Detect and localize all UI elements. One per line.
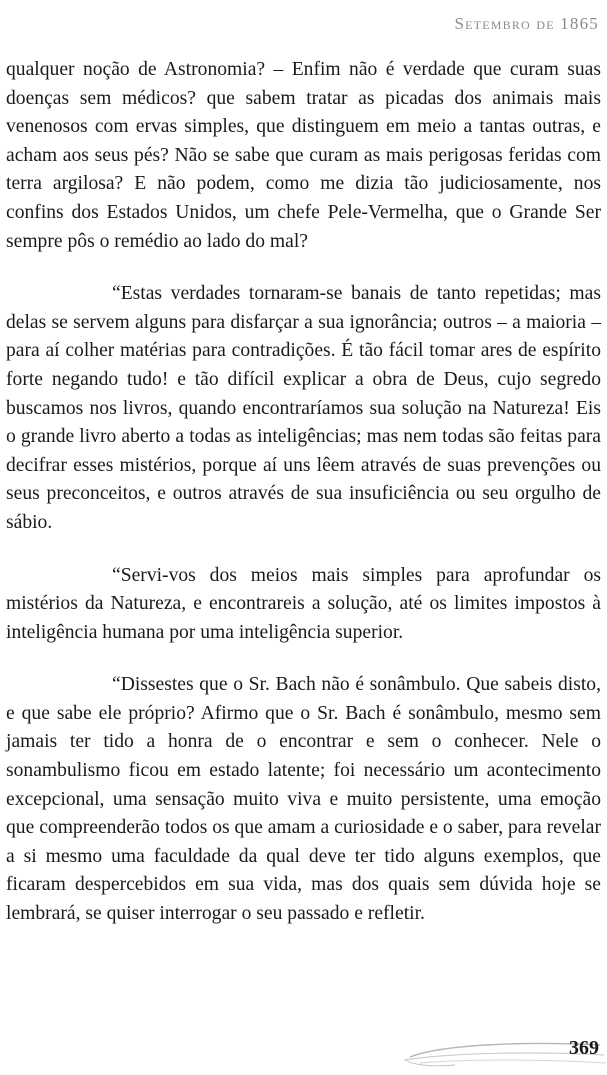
paragraph-quote-3: “Dissestes que o Sr. Bach não é sonâmbulo. Que sabeis disto, e que sabe ele próprio? Afirmo que o Sr. Bach é sonâmbulo, mesmo sem jamais ter tido a honra de o encontrar e sem o conhecer. Nele o sonambulismo ficou em estado latente; foi necessário um acontecimento excepcional, uma sensação muito viva e muito persistente, uma emoção que compreenderão todos os que amam a curiosidade e o saber, para revelar a si mesmo uma faculdade da qual deve ter tido alguns exemplos, que ficaram despercebidos em sua vida, mas dos quais sem dúvida hoje se lembrará, se quiser interrogar o seu passado e refletir. <box>6 674 601 925</box>
paragraph-continuation: qualquer noção de Astronomia? – Enfim não é verdade que curam suas doenças sem médicos? que sabem tratar as picadas dos animais mais venenosos com ervas simples, que distinguem em meio a tantas outras, e acham aos seus pés? Não se sabe que curam as mais perigosas feridas com terra argilosa? E não podem, como me dizia tão judiciosamente, nos confins dos Estados Unidos, um chefe Pele-Vermelha, que o Grande Ser sempre pôs o remédio ao lado do mal? <box>6 59 601 252</box>
running-header: Setembro de 1865 <box>454 14 599 33</box>
page-number: 369 <box>569 1037 599 1059</box>
body-text <box>6 56 601 953</box>
footer-swash-ornament <box>0 1015 607 1075</box>
paragraph-quote-2: “Servi-vos dos meios mais simples para aprofundar os mistérios da Natureza, e encontrareis a solução, até os limites impostos à inteligência humana por uma inteligência superior. <box>6 564 601 643</box>
page-footer <box>0 1015 607 1075</box>
paragraph-quote-1: “Estas verdades tornaram-se banais de tanto repetidas; mas delas se servem alguns para disfarçar a sua ignorância; outros – a maioria – para aí colher matérias para contradições. É tão fácil tomar ares de espírito forte negando tudo! e tão difícil explicar a obra de Deus, cujo segredo buscamos nos livros, quando encontraríamos sua solução na Natureza! Eis o grande livro aberto a todas as inteligências; mas nem todas são feitas para decifrar esses mistérios, porque aí uns lêem através de suas prevenções ou seus preconceitos, e outros através de sua insuficiência ou seu orgulho de sábio. <box>6 283 601 533</box>
